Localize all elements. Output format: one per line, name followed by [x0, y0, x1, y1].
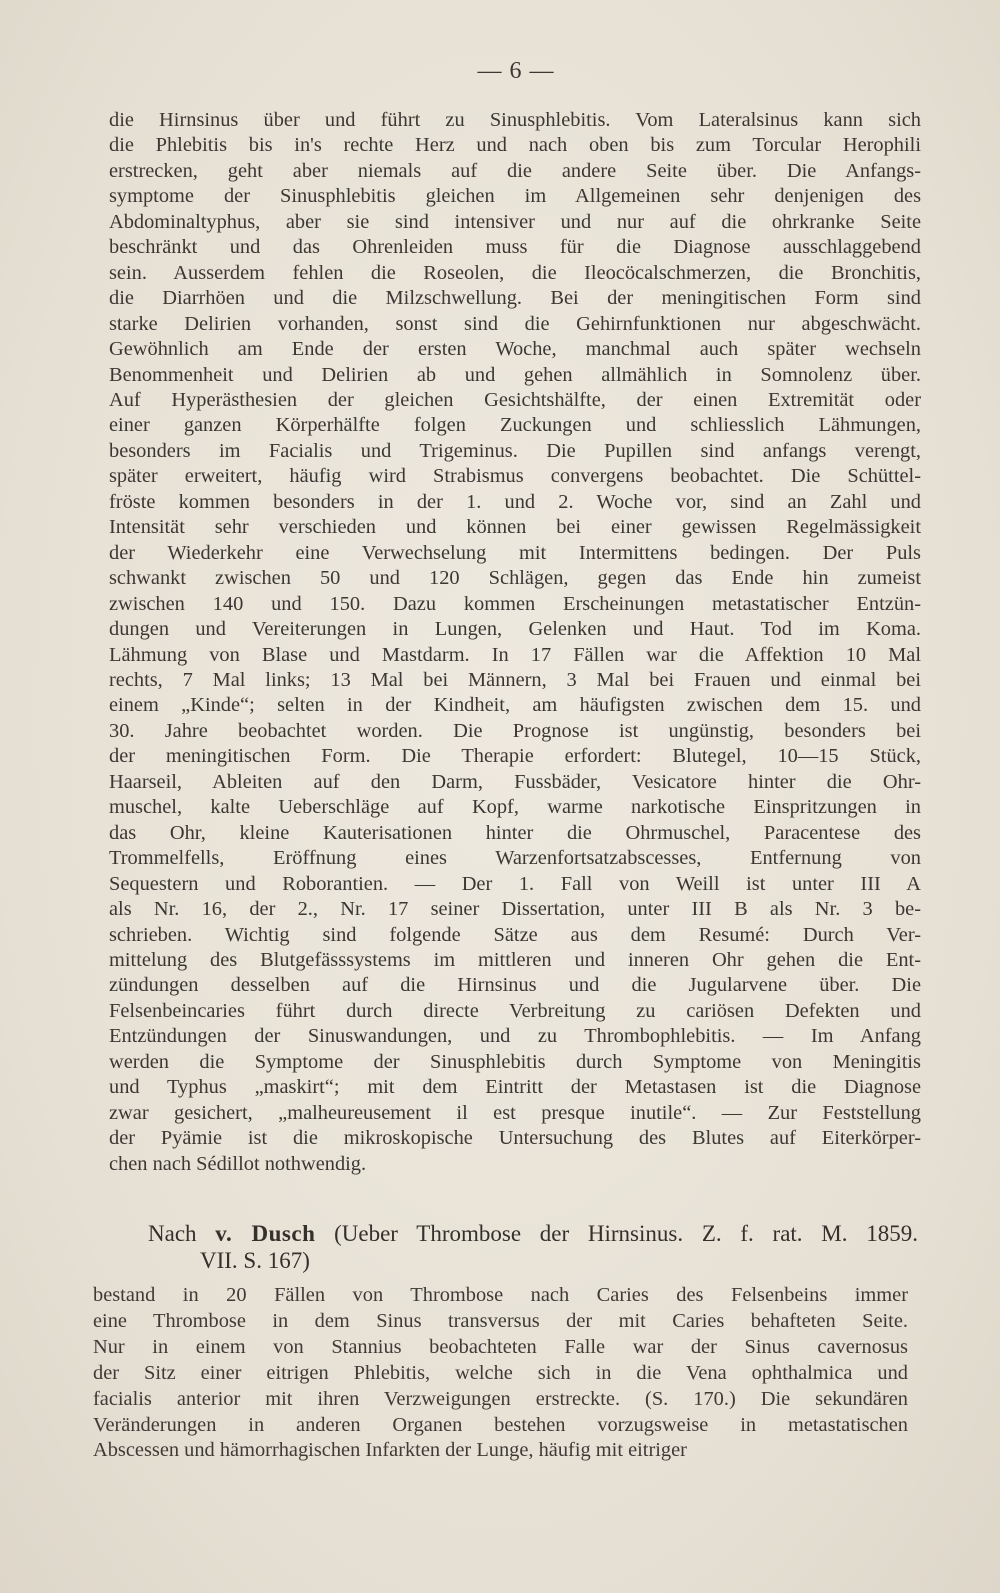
- text-line: Sequestern und Roborantien. — Der 1. Fall von Weill ist unter III A: [109, 872, 921, 895]
- text-line: dungen und Vereiterungen in Lungen, Gelenken und Haut. Tod im Koma.: [109, 618, 921, 641]
- text-line: der Sitz einer eitrigen Phlebitis, welche sich in die Vena ophthalmica und: [93, 1361, 908, 1384]
- text-line: Abscessen und hämorrhagischen Infarkten der Lunge, häufig mit eitriger: [93, 1439, 687, 1462]
- text-line: und Typhus „maskirt“; mit dem Eintritt der Metastasen ist die Diagnose: [109, 1076, 921, 1099]
- text-line: eine Thrombose in dem Sinus transversus der mit Caries behafteten Seite.: [93, 1309, 908, 1332]
- text-line: bestand in 20 Fällen von Thrombose nach Caries des Felsenbeins immer: [93, 1284, 908, 1306]
- text-line: erstrecken, geht aber niemals auf die andere Seite über. Die Anfangs-: [109, 159, 921, 182]
- text-line: Felsenbeincaries führt durch directe Verbreitung zu cariösen Defekten und: [109, 999, 921, 1022]
- text-line: Intensität sehr verschieden und können bei einer gewissen Regelmässigkeit: [109, 516, 921, 539]
- text-line: rechts, 7 Mal links; 13 Mal bei Männern, 3 Mal bei Frauen und einmal bei: [109, 668, 921, 691]
- text-line: Haarseil, Ableiten auf den Darm, Fussbäder, Vesicatore hinter die Ohr-: [109, 770, 921, 793]
- section-heading-line-1: [148, 1220, 918, 1247]
- text-line: die Diarrhöen und die Milzschwellung. Bei der meningitischen Form sind: [109, 287, 921, 310]
- text-line: 30. Jahre beobachtet worden. Die Prognose ist ungünstig, besonders bei: [109, 719, 921, 742]
- text-line: zwar gesichert, „malheureusement il est presque inutile“. — Zur Feststellung: [109, 1101, 921, 1124]
- text-line: werden die Symptome der Sinusphlebitis durch Symptome von Meningitis: [109, 1050, 921, 1073]
- text-line: facialis anterior mit ihren Verzweigungen erstreckte. (S. 170.) Die sekundären: [93, 1387, 908, 1410]
- text-line: als Nr. 16, der 2., Nr. 17 seiner Dissertation, unter III B als Nr. 3 be-: [109, 898, 921, 921]
- heading-citation: (Ueber Thrombose der Hirnsinus. Z. f. rat. M. 1859.: [334, 1221, 918, 1246]
- text-line: symptome der Sinusphlebitis gleichen im Allgemeinen sehr denjenigen des: [109, 185, 921, 208]
- text-line: Trommelfells, Eröffnung eines Warzenfortsatzabscesses, Entfernung von: [109, 847, 921, 870]
- text-line: Lähmung von Blase und Mastdarm. In 17 Fällen war die Affektion 10 Mal: [109, 643, 921, 666]
- section-paragraph: [93, 1283, 908, 1464]
- text-line: muschel, kalte Ueberschläge auf Kopf, warme narkotische Einspritzungen in: [109, 796, 921, 819]
- text-line: Benommenheit und Delirien ab und gehen allmählich in Somnolenz über.: [109, 363, 921, 386]
- text-line: die Hirnsinus über und führt zu Sinusphlebitis. Vom Lateralsinus kann sich: [109, 109, 921, 131]
- section-heading-line-2: VII. S. 167): [200, 1248, 310, 1273]
- section-heading: [148, 1220, 918, 1274]
- text-line: später erweitert, häufig wird Strabismus convergens beobachtet. Die Schüttel-: [109, 465, 921, 488]
- heading-prefix: Nach: [148, 1221, 197, 1246]
- body-paragraph: [109, 108, 921, 1177]
- text-line: einer ganzen Körperhälfte folgen Zuckungen und schliesslich Lähmungen,: [109, 414, 921, 437]
- text-line: zwischen 140 und 150. Dazu kommen Erscheinungen metastatischer Entzün-: [109, 592, 921, 615]
- text-line: besonders im Facialis und Trigeminus. Die Pupillen sind anfangs verengt,: [109, 439, 921, 462]
- text-line: starke Delirien vorhanden, sonst sind die Gehirnfunktionen nur abgeschwächt.: [109, 312, 921, 335]
- text-line: Gewöhnlich am Ende der ersten Woche, manchmal auch später wechseln: [109, 338, 921, 361]
- text-line: chen nach Sédillot nothwendig.: [109, 1152, 367, 1175]
- text-line: der Wiederkehr eine Verwechselung mit Intermittens bedingen. Der Puls: [109, 541, 921, 564]
- text-line: die Phlebitis bis in's rechte Herz und nach oben bis zum Torcular Herophili: [109, 134, 921, 157]
- text-line: Abdominaltyphus, aber sie sind intensiver und nur auf die ohrkranke Seite: [109, 210, 921, 233]
- text-line: Auf Hyperästhesien der gleichen Gesichtshälfte, der einen Extremität oder: [109, 388, 921, 411]
- text-line: beschränkt und das Ohrenleiden muss für die Diagnose ausschlaggebend: [109, 236, 921, 259]
- text-line: sein. Ausserdem fehlen die Roseolen, die Ileocöcalschmerzen, die Bronchitis,: [109, 261, 921, 284]
- text-line: zündungen desselben auf die Hirnsinus und die Jugularvene über. Die: [109, 974, 921, 997]
- text-line: einem „Kinde“; selten in der Kindheit, am häufigsten zwischen dem 15. und: [109, 694, 921, 717]
- page-number: — 6 —: [477, 58, 555, 84]
- text-line: Nur in einem von Stannius beobachteten Falle war der Sinus cavernosus: [93, 1335, 908, 1358]
- text-line: das Ohr, kleine Kauterisationen hinter die Ohrmuschel, Paracentese des: [109, 821, 921, 844]
- text-line: Entzündungen der Sinuswandungen, und zu Thrombophlebitis. — Im Anfang: [109, 1025, 921, 1048]
- text-line: fröste kommen besonders in der 1. und 2. Woche vor, sind an Zahl und: [109, 490, 921, 513]
- heading-author: v. Dusch: [215, 1221, 316, 1246]
- text-line: mittelung des Blutgefässsystems im mittleren und inneren Ohr gehen die Ent-: [109, 948, 921, 971]
- text-line: der Pyämie ist die mikroskopische Untersuchung des Blutes auf Eiterkörper-: [109, 1127, 921, 1150]
- text-line: der meningitischen Form. Die Therapie erfordert: Blutegel, 10—15 Stück,: [109, 745, 921, 768]
- text-line: Veränderungen in anderen Organen bestehen vorzugsweise in metastatischen: [93, 1413, 908, 1436]
- text-line: schwankt zwischen 50 und 120 Schlägen, gegen das Ende hin zumeist: [109, 567, 921, 590]
- text-line: schrieben. Wichtig sind folgende Sätze aus dem Resumé: Durch Ver-: [109, 923, 921, 946]
